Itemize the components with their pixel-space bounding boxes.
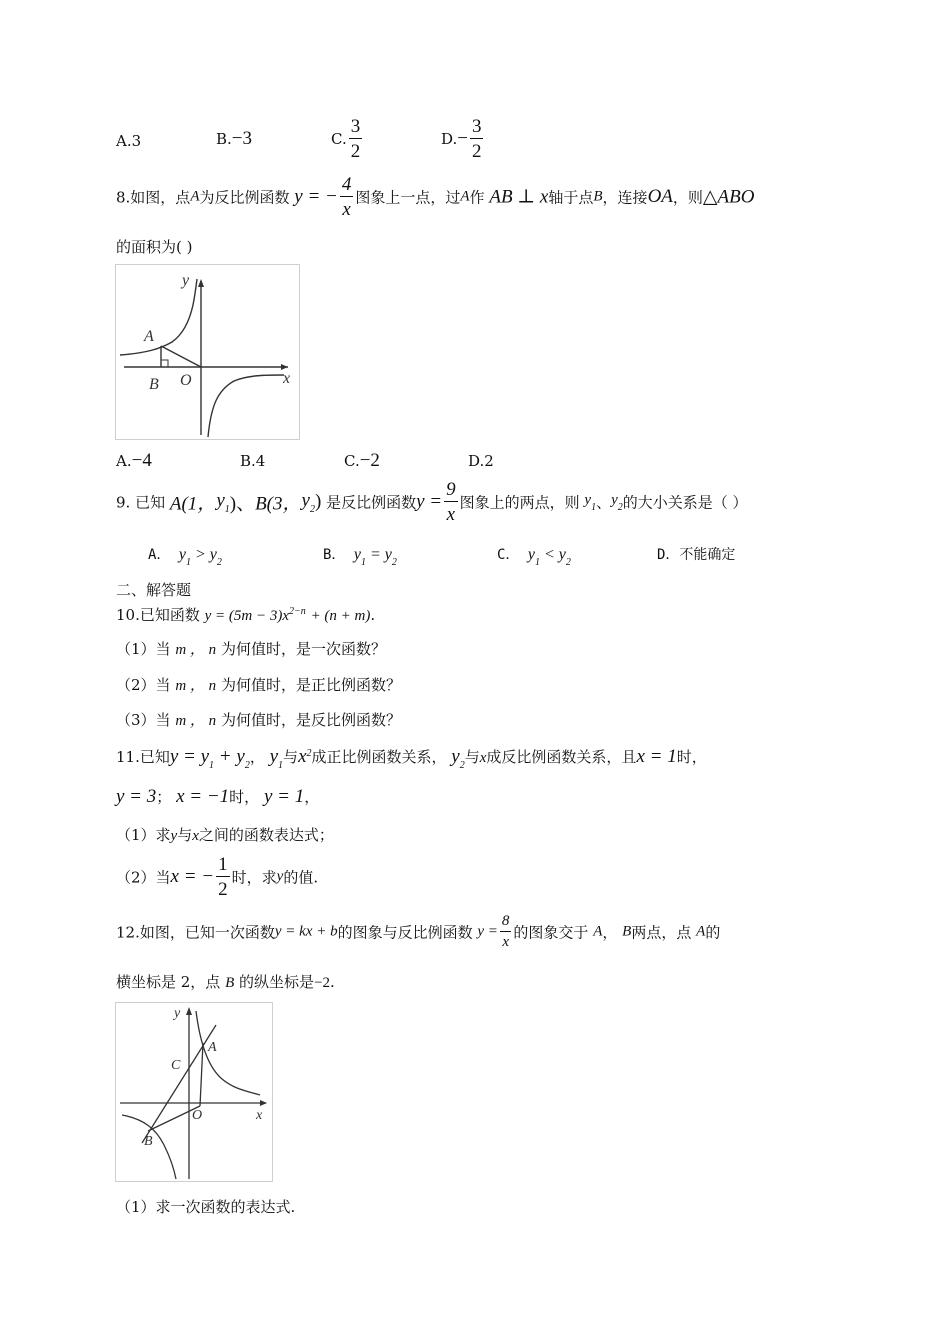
q9-fraction: $\frac{9}{x}$ — [446, 479, 456, 525]
q7-option-c-label: C. — [331, 130, 347, 148]
q12-label-x: x — [256, 1108, 263, 1123]
section-heading: 二、解答题 — [116, 581, 192, 599]
q10-part1: （1）当 m ， n 为何值时，是一次函数？ — [116, 640, 386, 658]
q10-part2: （2）当 m ， n 为何值时，是正比例函数？ — [116, 676, 401, 694]
q11-question-line2: y = 3； x = −1时， y = 1， — [116, 786, 320, 807]
q8-graph — [116, 265, 299, 439]
q12-label-a: A — [208, 1040, 217, 1055]
q9-option-d: D．不能确定 — [657, 547, 736, 563]
q8-label-y: y — [182, 272, 190, 289]
q8-figure — [115, 264, 300, 440]
q12-question-line2: 横坐标是 2，点 B 的纵坐标是−2. — [116, 973, 335, 991]
q12-label-b: B — [144, 1134, 153, 1149]
q7-option-c — [331, 117, 364, 161]
q11-part1: （1）求y与x之间的函数表达式； — [116, 826, 334, 844]
q7-option-b — [216, 128, 252, 150]
q8-curve-lower — [208, 375, 284, 437]
q12-curve-upper — [196, 1011, 260, 1095]
q7-option-d-label: D. — [441, 130, 458, 148]
q8-curve-upper — [120, 279, 197, 355]
q12-line — [142, 1025, 216, 1143]
q12-part1: （1）求一次函数的表达式. — [116, 1198, 296, 1216]
q10-question: 10.已知函数 $y = (5m - 3)x^{2-n} + (n + m)$. — [116, 606, 376, 624]
q11-part2: （2）当x = − $\frac{1}{2}$ 时，求y的值. — [116, 854, 319, 900]
q12-figure — [115, 1002, 273, 1182]
q8-option-d: D.2 — [468, 452, 494, 470]
q8-label-a: A — [144, 328, 154, 345]
q8-label-o: O — [180, 372, 192, 389]
q12-segment-ao — [200, 1043, 203, 1106]
q11-question: 11.已知$y = y_1 + y_2$， $y_1$与$x^2$成正比例函数关系， $y_2$与x成反比例函数关系，且x = 1时， — [116, 746, 707, 771]
q7-option-d: D.− $\frac{3}{2}$ — [441, 116, 482, 162]
q7-option-b-label: B. — [216, 130, 232, 148]
q8-question-line2: 的面积为( ) — [116, 238, 193, 256]
q9-option-a: A． $y_1 > y_2$ — [148, 546, 222, 568]
q9-option-b: B． $y_1 = y_2$ — [323, 546, 397, 568]
q12-label-c: C — [171, 1058, 181, 1073]
q10-part3: （3）当 m ， n 为何值时，是反比例函数？ — [116, 711, 401, 729]
q12-fraction: $\frac{8}{x}$ — [501, 913, 510, 950]
q8-right-angle — [161, 360, 168, 367]
q12-question: 12.如图，已知一次函数y = kx + b的图象与反比例函数 y = $\frac{8}{x}$ 的图象交于 A， B两点，点 A的 — [116, 913, 721, 950]
q8-option-b: B.4 — [240, 452, 266, 470]
q7-option-d-fraction: $\frac{3}{2}$ — [471, 116, 482, 162]
q12-label-o: O — [192, 1108, 203, 1123]
q9-question: 9. 已知 A(1，$y_1$)、B(3，$y_2$) 是反比例函数y = $\frac{9}{x}$ 图象上的两点，则 $y_1$、$y_2$的大小关系是（ ） — [116, 479, 748, 525]
q8-label-b: B — [149, 376, 159, 393]
q8-question: 8.如图，点A为反比例函数 y = − $\frac{4}{x}$ 图象上一点，过A作 AB ⊥ x轴于点B，连接OA，则△ABO — [116, 174, 755, 220]
q8-option-c: C.−2 — [344, 450, 380, 471]
q9-option-c: C． $y_1 < y_2$ — [497, 546, 571, 568]
q8-option-a: A.−4 — [116, 450, 152, 471]
q12-label-y: y — [174, 1006, 181, 1021]
q7-option-a: A.3 — [116, 132, 142, 150]
q8-segment-oa — [161, 346, 201, 367]
q8-fraction: $\frac{4}{x}$ — [341, 174, 352, 220]
q12-graph — [116, 1003, 272, 1181]
q8-label-x: x — [283, 370, 291, 387]
q7-option-b-value: −3 — [231, 128, 253, 149]
q11-fraction: $\frac{1}{2}$ — [218, 854, 228, 900]
q7-option-c-fraction: $\frac{3}{2}$ — [350, 116, 361, 162]
